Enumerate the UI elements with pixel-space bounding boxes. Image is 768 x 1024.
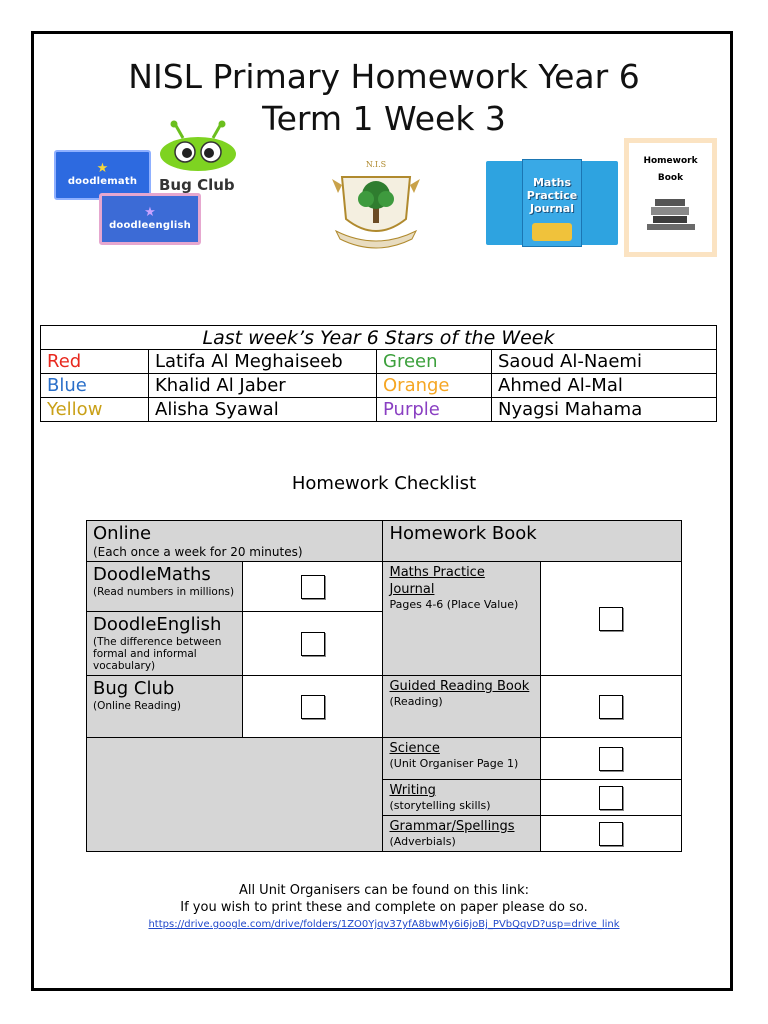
doodleenglish-checkbox[interactable] xyxy=(301,632,325,656)
star-student-name: Saoud Al-Naemi xyxy=(492,350,717,374)
online-item-doodleenglish: DoodleEnglish (The difference between formal and informal vocabulary) xyxy=(87,612,243,676)
bug-icon xyxy=(155,120,245,172)
star-student-name: Ahmed Al-Mal xyxy=(492,374,717,398)
science-checkbox[interactable] xyxy=(599,747,623,771)
house-name: Purple xyxy=(377,398,492,422)
maths-journal-checkbox[interactable] xyxy=(599,607,623,631)
house-name: Green xyxy=(377,350,492,374)
book-item-maths-journal: Maths Practice Journal Pages 4-6 (Place Value) xyxy=(383,562,540,676)
journal-doodle-image xyxy=(532,223,572,241)
page-title-line2: Term 1 Week 3 xyxy=(262,99,506,138)
star-icon: ★ xyxy=(96,161,109,176)
doodleenglish-logo: ★ doodleenglish xyxy=(99,193,201,245)
book-header: Homework Book xyxy=(389,523,537,544)
book-header-cell xyxy=(383,521,682,562)
online-item-bug-club: Bug Club (Online Reading) xyxy=(87,676,243,738)
house-name: Red xyxy=(41,350,149,374)
doodlemaths-checkbox[interactable] xyxy=(301,575,325,599)
unit-organisers-link[interactable]: https://drive.google.com/drive/folders/1ZO0Yjqv37yfA8bwMy6i6joBj_PVbQqvD?usp=drive_link xyxy=(148,919,620,930)
stars-of-week-table xyxy=(40,325,717,422)
bug-club-logo: Bug Club xyxy=(155,120,245,192)
book-item-writing: Writing (storytelling skills) xyxy=(383,780,540,816)
checklist-title: Homework Checklist xyxy=(291,473,477,494)
star-student-name: Khalid Al Jaber xyxy=(149,374,377,398)
footer-line2: If you wish to print these and complete on paper please do so. xyxy=(180,900,588,915)
footer xyxy=(0,882,768,933)
book-stack-icon xyxy=(641,195,701,233)
homework-book-image: Homework Book xyxy=(624,138,717,257)
online-header: Online xyxy=(93,523,152,544)
book-item-science: Science (Unit Organiser Page 1) xyxy=(383,738,540,780)
house-name: Yellow xyxy=(41,398,149,422)
online-item-doodlemaths: DoodleMaths (Read numbers in millions) xyxy=(87,562,243,612)
crest-tree-icon xyxy=(328,169,424,249)
online-header-cell xyxy=(87,521,383,562)
grammar-spellings-checkbox[interactable] xyxy=(599,822,623,846)
writing-checkbox[interactable] xyxy=(599,786,623,810)
stars-heading: Last week’s Year 6 Stars of the Week xyxy=(41,326,717,350)
star-student-name: Nyagsi Mahama xyxy=(492,398,717,422)
book-item-grammar-spellings: Grammar/Spellings (Adverbials) xyxy=(383,816,540,852)
star-student-name: Alisha Syawal xyxy=(149,398,377,422)
page-title-line1: NISL Primary Homework Year 6 xyxy=(128,57,640,96)
star-student-name: Latifa Al Meghaiseeb xyxy=(149,350,377,374)
footer-line1: All Unit Organisers can be found on this link: xyxy=(238,883,530,898)
bug-club-checkbox[interactable] xyxy=(301,695,325,719)
table-row xyxy=(41,350,717,374)
house-name: Orange xyxy=(377,374,492,398)
maths-practice-journal-image xyxy=(486,159,620,247)
book-item-guided-reading: Guided Reading Book (Reading) xyxy=(383,676,540,738)
star-icon: ★ xyxy=(144,205,156,220)
guided-reading-checkbox[interactable] xyxy=(599,695,623,719)
house-name: Blue xyxy=(41,374,149,398)
table-row xyxy=(41,398,717,422)
school-crest-logo: N.I.S xyxy=(328,160,424,250)
online-subheader: (Each once a week for 20 minutes) xyxy=(93,545,303,559)
homework-checklist-table xyxy=(86,520,682,852)
table-row xyxy=(41,374,717,398)
empty-grey-cell xyxy=(87,738,383,852)
doodlemath-logo: ★ doodlemath xyxy=(54,150,151,200)
journal-book-front: Maths Practice Journal xyxy=(522,159,582,247)
